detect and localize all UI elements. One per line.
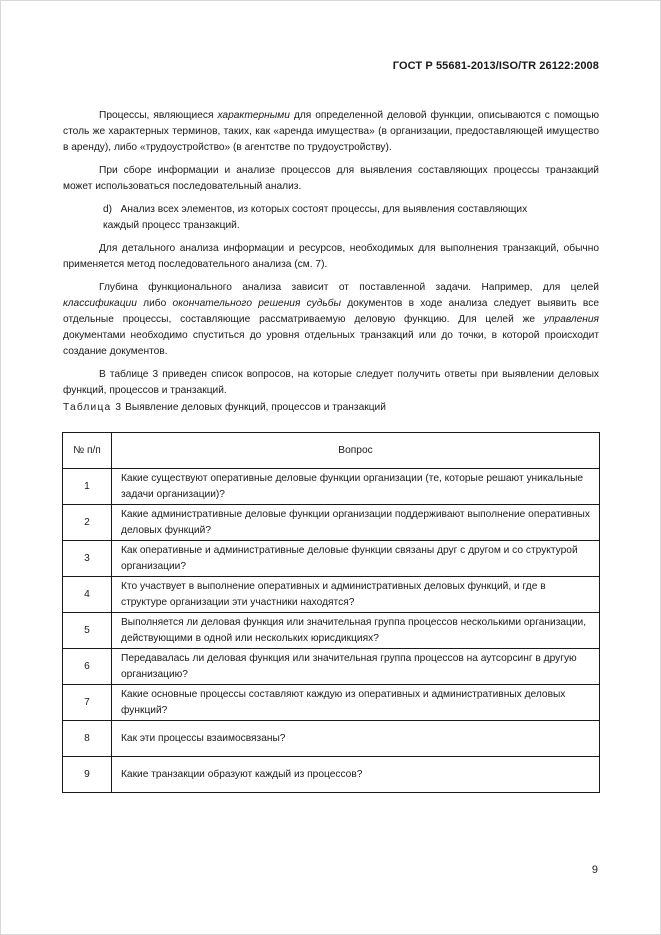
table-caption [63, 402, 386, 413]
row-question: Какие существуют оперативные деловые функции организации (те, которые решают уникальные задачи организации)? [112, 469, 600, 505]
table-row [63, 757, 600, 793]
table-caption-title: Выявление деловых функций, процессов и транзакций [125, 402, 386, 413]
paragraph-1-text-a: Процессы, являющиеся [99, 110, 218, 121]
list-item-marker: d) [103, 204, 113, 215]
row-question: Выполняется ли деловая функция или значительная группа процессов несколькими организации, действующими в одной или нескольких юрисдикциях? [112, 613, 600, 649]
table-row [63, 469, 600, 505]
row-number: 9 [63, 757, 112, 793]
row-number: 8 [63, 721, 112, 757]
table-row [63, 721, 600, 757]
paragraph-5-text-d: документами необходимо спуститься до уровня отдельных транзакций или до точки, в которой происходит создание документов. [63, 330, 599, 357]
table-row [63, 649, 600, 685]
table-row [63, 505, 600, 541]
row-question: Какие основные процессы составляют каждую из оперативных и административных деловых функций? [112, 685, 600, 721]
table-row [63, 685, 600, 721]
paragraph-5-italic-c: управления [543, 314, 599, 325]
row-question: Как эти процессы взаимосвязаны? [112, 721, 600, 757]
row-number: 4 [63, 577, 112, 613]
list-item-line-2: каждый процесс транзакций. [103, 220, 240, 231]
paragraph-4: Для детального анализа информации и ресурсов, необходимых для выполнения транзакций, обычно применяется метод последовательного анализа (см. 7). [63, 243, 599, 270]
paragraph-5-italic-a: классификации [63, 298, 137, 309]
row-question: Какие административные деловые функции организации поддерживают выполнение оперативных деловых функций? [112, 505, 600, 541]
row-number: 6 [63, 649, 112, 685]
table-caption-label: Таблица 3 [63, 402, 123, 413]
table-header-row [63, 433, 600, 469]
page-number: 9 [591, 864, 598, 876]
paragraph-6: В таблице 3 приведен список вопросов, на которые следует получить ответы при выявлении деловых функций, процессов и транзакций. [63, 369, 599, 396]
body-text [63, 108, 599, 406]
table-row [63, 577, 600, 613]
paragraph-1-text-b: для определенной деловой функции, описываются с помощью столь же характерных терминов, таких, как «аренда имущества» (в организации, предоставляющей имущество в аренду), либо «трудоустройство» (в агентстве по трудоустройству). [63, 110, 600, 153]
paragraph-1-italic: характерными [217, 110, 290, 121]
row-number: 5 [63, 613, 112, 649]
row-number: 3 [63, 541, 112, 577]
table-row [63, 541, 600, 577]
row-question: Передавалась ли деловая функция или значительная группа процессов на аутсорсинг в другую организацию? [112, 649, 600, 685]
paragraph-5-text-c: документов в ходе анализа следует выявить все отдельные процессы, составляющие рассматриваемую деловую функцию. Для целей же [63, 298, 599, 325]
paragraph-5-italic-b: окончательного решения судьбы [172, 298, 341, 309]
paragraph-1 [63, 108, 599, 156]
row-number: 1 [63, 469, 112, 505]
row-question: Какие транзакции образуют каждый из процессов? [112, 757, 600, 793]
paragraph-2: При сборе информации и анализе процессов для выявления составляющих процессы транзакций может использоваться последовательный анализ. [63, 165, 599, 192]
table-row [63, 613, 600, 649]
row-question: Кто участвует в выполнение оперативных и административных деловых функций, и где в структуре организации эти участники находятся? [112, 577, 600, 613]
list-item-line-1: Анализ всех элементов, из которых состоят процессы, для выявления составляющих [120, 204, 528, 215]
standard-header: ГОСТ Р 55681-2013/ISO/TR 26122:2008 [392, 60, 599, 72]
paragraph-5-text-b: либо [136, 298, 173, 309]
row-number: 2 [63, 505, 112, 541]
row-number: 7 [63, 685, 112, 721]
paragraph-5-text-a: Глубина функционального анализа зависит от поставленной задачи. Например, для целей [99, 282, 599, 293]
paragraph-5 [63, 280, 599, 360]
column-header-question: Вопрос [112, 433, 600, 469]
table-body [63, 469, 600, 793]
questions-table [62, 432, 600, 793]
list-item-d [63, 202, 599, 234]
column-header-number: № п/п [63, 433, 112, 469]
row-question: Как оперативные и административные деловые функции связаны друг с другом и со структурой организации? [112, 541, 600, 577]
